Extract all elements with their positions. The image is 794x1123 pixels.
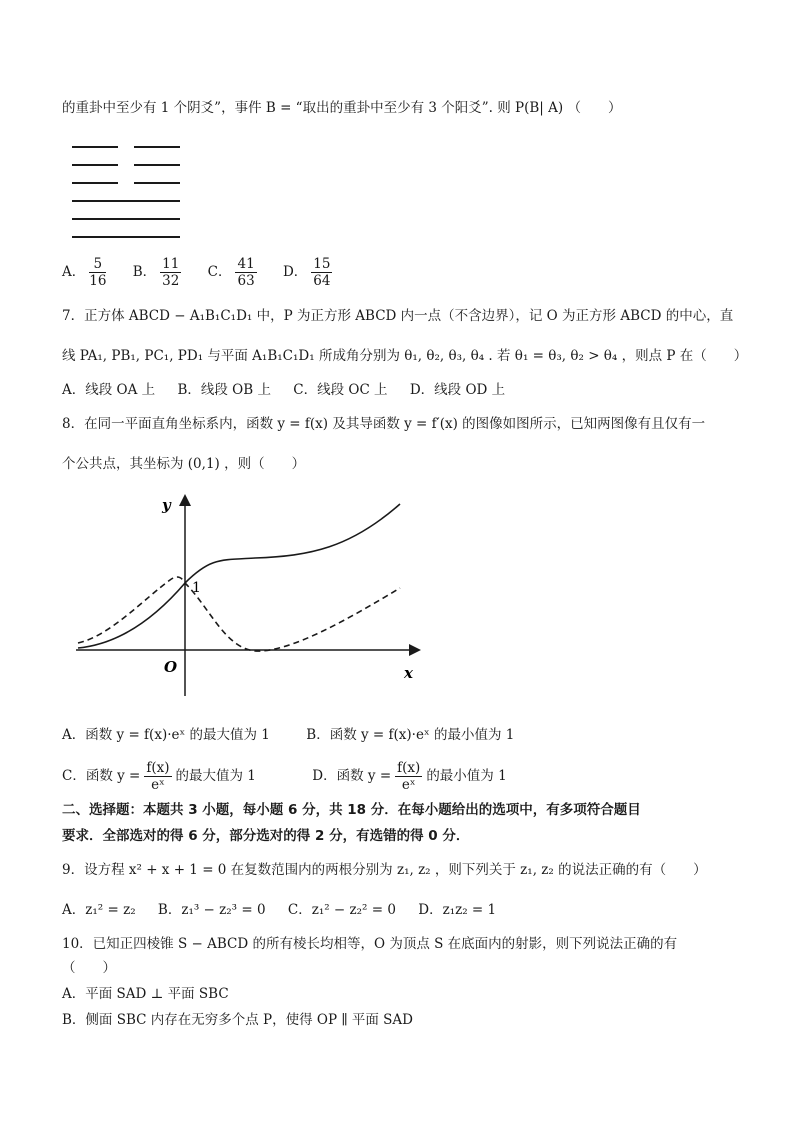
origin-label: O [164,658,178,676]
yang-line [72,236,180,238]
q8-option-a[interactable]: A．函数 y = f(x)·eˣ 的最大值为 1 [62,727,270,743]
q6-option-d[interactable]: D． $\frac{15}{64}$ [282,256,331,290]
q9-option-b[interactable]: B．z₁³ − z₂³ = 0 [157,902,266,918]
hexagram-figure [72,146,182,242]
q7-stem-line2: 线 PA₁, PB₁, PC₁, PD₁ 与平面 A₁B₁C₁D₁ 所成角分别为 θ₁, θ₂, θ₃, θ₄ . 若 θ₁ = θ₃, θ₂ > θ₄ ，则点 P 在（ ） [62,348,748,364]
y-axis-label: y [162,496,171,514]
q9-stem: 9．设方程 x² + x + 1 = 0 在复数范围内的两根分别为 z₁, z₂ ，则下列关于 z₁, z₂ 的说法正确的有（ ） [62,862,707,878]
q9-option-d[interactable]: D．z₁z₂ = 1 [418,902,497,918]
x-axis-label: x [404,664,413,682]
q8-option-c[interactable]: C．函数 y = $\frac{f(x)}{\text{eˣ}}$ 的最大值为 1 [62,760,256,794]
intersection-label: 1 [192,580,201,596]
section2-instructions-line2: 要求．全部选对的得 6 分，部分选对的得 2 分，有选错的得 0 分． [62,828,470,844]
q8-function-graph [60,488,430,698]
q6-stem-continuation: 的重卦中至少有 1 个阴爻”，事件 B = “取出的重卦中至少有 3 个阳爻”. 则 P(B| A) （ ） [62,100,622,116]
yang-line [72,218,180,220]
q7-option-b[interactable]: B．线段 OB 上 [177,382,271,398]
q7-option-c[interactable]: C．线段 OC 上 [293,382,388,398]
q7-option-a[interactable]: A．线段 OA 上 [62,382,156,398]
yin-line [72,146,118,148]
q10-answer-paren: （ ） [62,960,116,976]
q8-options-cd [62,760,507,793]
q10-stem: 10．已知正四棱锥 S − ABCD 的所有棱长均相等，O 为顶点 S 在底面内的射影，则下列说法正确的有 [62,936,678,952]
q6-option-b[interactable]: B． $\frac{11}{32}$ [132,256,180,290]
q9-options [62,902,514,920]
yin-line [134,182,180,184]
q9-option-a[interactable]: A．z₁² = z₂ [62,902,136,918]
yang-line [72,200,180,202]
yin-line [72,182,118,184]
section2-instructions-line1: 二、选择题：本题共 3 小题，每小题 6 分，共 18 分．在每小题给出的选项中，有多项符合题目 [62,802,641,818]
q8-option-b[interactable]: B．函数 y = f(x)·eˣ 的最小值为 1 [306,727,515,743]
q8-option-d[interactable]: D．函数 y = $\frac{f(x)}{\text{eˣ}}$ 的最小值为 1 [312,760,507,794]
q7-stem-line1: 7．正方体 ABCD − A₁B₁C₁D₁ 中，P 为正方形 ABCD 内一点（不含边界），记 O 为正方形 ABCD 的中心，直 [62,308,734,324]
q7-option-d[interactable]: D．线段 OD 上 [409,382,506,398]
q6-option-a[interactable]: A． $\frac{5}{16}$ [62,256,107,290]
q9-option-c[interactable]: C．z₁² − z₂² = 0 [287,902,396,918]
q8-options-ab [62,727,514,745]
q8-stem-line1: 8．在同一平面直角坐标系内，函数 y = f(x) 及其导函数 y = f′(x) 的图像如图所示，已知两图像有且仅有一 [62,416,706,432]
yin-line [72,164,118,166]
q8-stem-line2: 个公共点，其坐标为 (0,1) ，则（ ） [62,456,306,472]
yin-line [134,146,180,148]
yin-line [134,164,180,166]
q10-option-b[interactable]: B．侧面 SBC 内存在无穷多个点 P，使得 OP ∥ 平面 SAD [62,1012,413,1028]
f-prime-curve [78,577,400,651]
q6-options [62,256,354,289]
q6-option-c[interactable]: C． $\frac{41}{63}$ [207,256,255,290]
f-curve [78,504,400,648]
q7-options [62,382,523,400]
q10-option-a[interactable]: A．平面 SAD ⊥ 平面 SBC [62,986,229,1002]
